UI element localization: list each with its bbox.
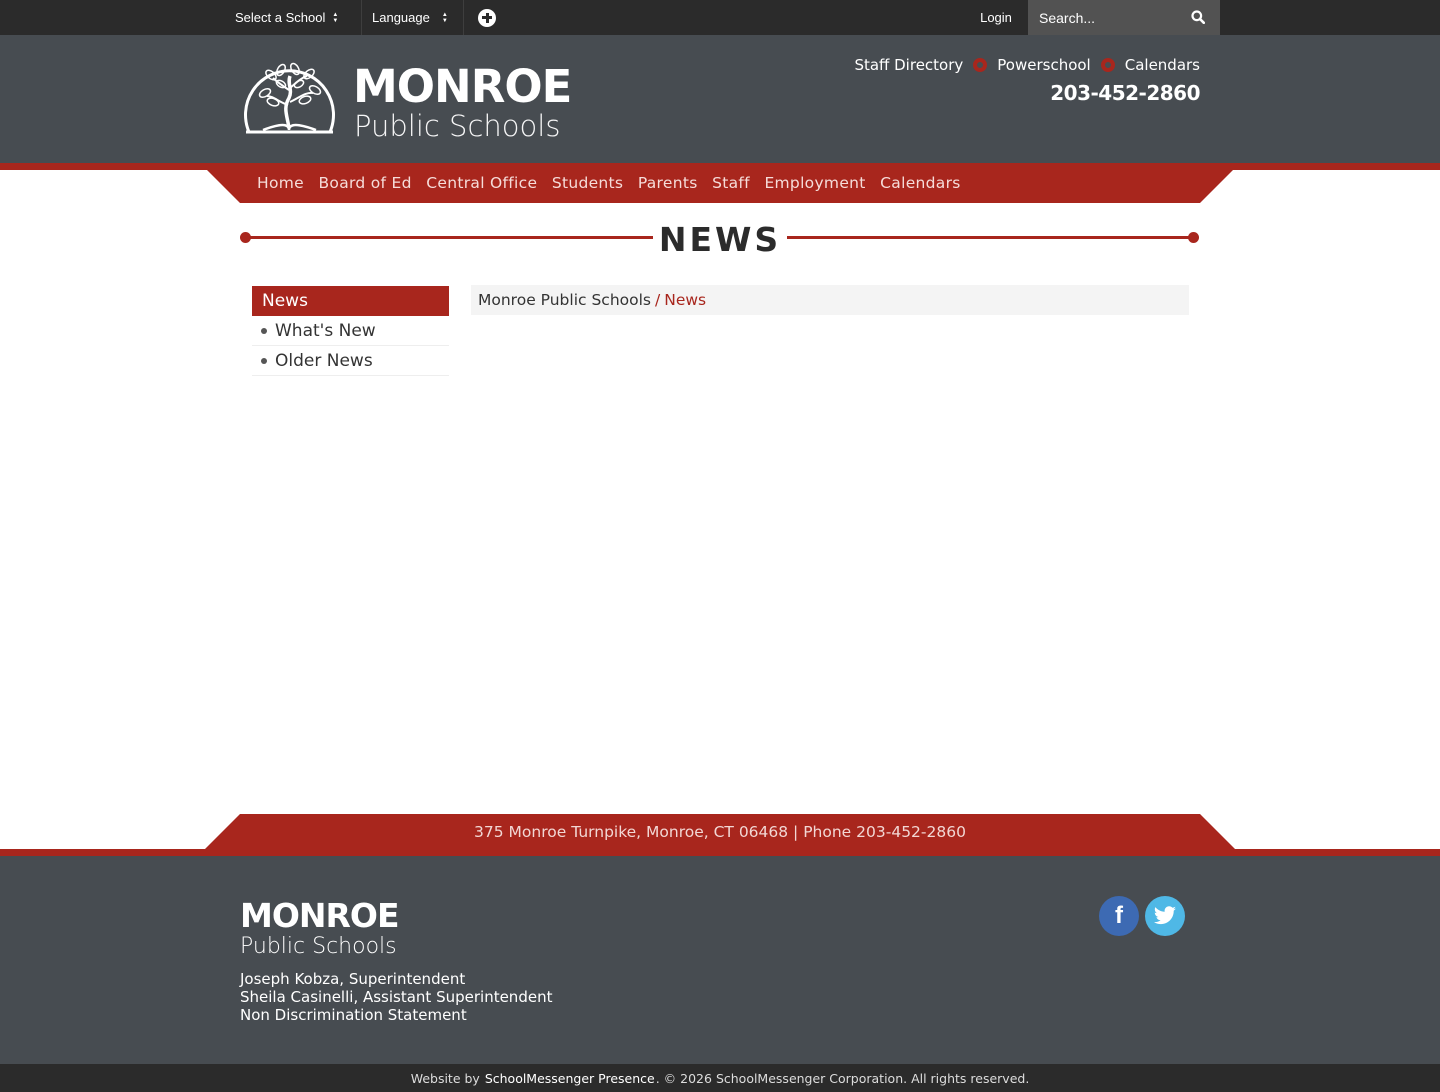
nav-central-office[interactable]: Central Office (426, 174, 538, 192)
quick-link-calendars[interactable]: Calendars (1124, 56, 1200, 74)
nav-parents[interactable]: Parents (637, 174, 698, 192)
schoolmessenger-link[interactable]: SchoolMessenger Presence (484, 1070, 655, 1086)
nav-calendars[interactable]: Calendars (880, 174, 961, 192)
bullet-icon (261, 358, 267, 364)
nav-staff[interactable]: Staff (712, 174, 750, 192)
footer-brand-subtitle: Public Schools (240, 934, 397, 959)
divider (361, 0, 362, 35)
assistant-superintendent: Sheila Casinelli, Assistant Superintendent (240, 988, 553, 1006)
breadcrumb-root[interactable]: Monroe Public Schools (478, 291, 651, 309)
title-line-right (787, 236, 1195, 239)
copyright-bar (0, 1064, 1440, 1092)
quick-link-staff-directory[interactable]: Staff Directory (854, 56, 964, 74)
nondiscrimination-link[interactable]: Non Discrimination Statement (240, 1006, 467, 1024)
superintendent: Joseph Kobza, Superintendent (240, 970, 466, 988)
nav-home[interactable]: Home (257, 174, 304, 192)
page-title-bar (240, 220, 1200, 259)
facebook-glyph: f (1115, 902, 1123, 929)
school-select[interactable] (235, 0, 338, 35)
title-line-dot (1188, 232, 1199, 243)
section-sidenav (252, 286, 449, 376)
brand-subtitle[interactable]: Public Schools (354, 109, 561, 143)
utility-bar (0, 0, 1440, 35)
twitter-icon[interactable] (1145, 896, 1185, 936)
sidenav-older-news-link[interactable]: Older News (275, 350, 373, 371)
nav-employment[interactable]: Employment (764, 174, 866, 192)
ring-separator-icon (973, 58, 987, 72)
accessibility-button[interactable] (478, 0, 496, 35)
quick-links (854, 56, 1200, 74)
search-box (1028, 0, 1220, 35)
footer-info (240, 970, 552, 1024)
sidenav-item-whats-new[interactable] (252, 316, 449, 346)
facebook-icon[interactable] (1099, 896, 1139, 936)
nav-students[interactable]: Students (551, 174, 624, 192)
plus-circle-icon (478, 9, 496, 27)
school-select-label: Select a School (235, 10, 326, 25)
bullet-icon (261, 328, 267, 334)
brand-name[interactable]: MONROE (353, 60, 572, 113)
sidenav-news-link[interactable]: News (262, 291, 308, 311)
twitter-bird-icon (1153, 906, 1177, 926)
nav-board-of-ed[interactable]: Board of Ed (318, 174, 412, 192)
footer-brand-name: MONROE (240, 896, 399, 935)
header-phone: 203-452-2860 (1050, 81, 1200, 105)
sidenav-item-older-news[interactable] (252, 346, 449, 376)
page-title: NEWS (658, 220, 782, 259)
footer-address-band (240, 814, 1200, 849)
copyright-prefix: Website by (410, 1070, 480, 1086)
language-select[interactable] (372, 0, 448, 35)
language-select-label: Language (372, 10, 430, 25)
footer-red-stripe (0, 849, 1440, 856)
sidenav-item-news[interactable] (252, 286, 449, 316)
login-link[interactable]: Login (980, 10, 1012, 25)
sort-arrows-icon: ▲ ▼ (441, 11, 448, 24)
breadcrumb (471, 285, 1189, 315)
sort-arrows-icon: ▲ ▼ (332, 11, 339, 24)
copyright-text: . © 2026 SchoolMessenger Corporation. All rights reserved. (655, 1070, 1030, 1086)
search-input[interactable] (1028, 10, 1178, 26)
site-footer (0, 856, 1440, 1064)
tree-logo-icon[interactable] (243, 60, 336, 136)
quick-link-powerschool[interactable]: Powerschool (997, 56, 1091, 74)
divider (463, 0, 464, 35)
main-nav (257, 163, 975, 203)
footer-address: 375 Monroe Turnpike, Monroe, CT 06468 | Phone 203-452-2860 (474, 822, 966, 841)
breadcrumb-current: News (664, 291, 707, 309)
site-header (0, 35, 1440, 163)
breadcrumb-separator: / (655, 291, 661, 309)
ring-separator-icon (1101, 58, 1115, 72)
search-icon[interactable] (1191, 10, 1205, 24)
sidenav-whats-new-link[interactable]: What's New (275, 320, 376, 341)
